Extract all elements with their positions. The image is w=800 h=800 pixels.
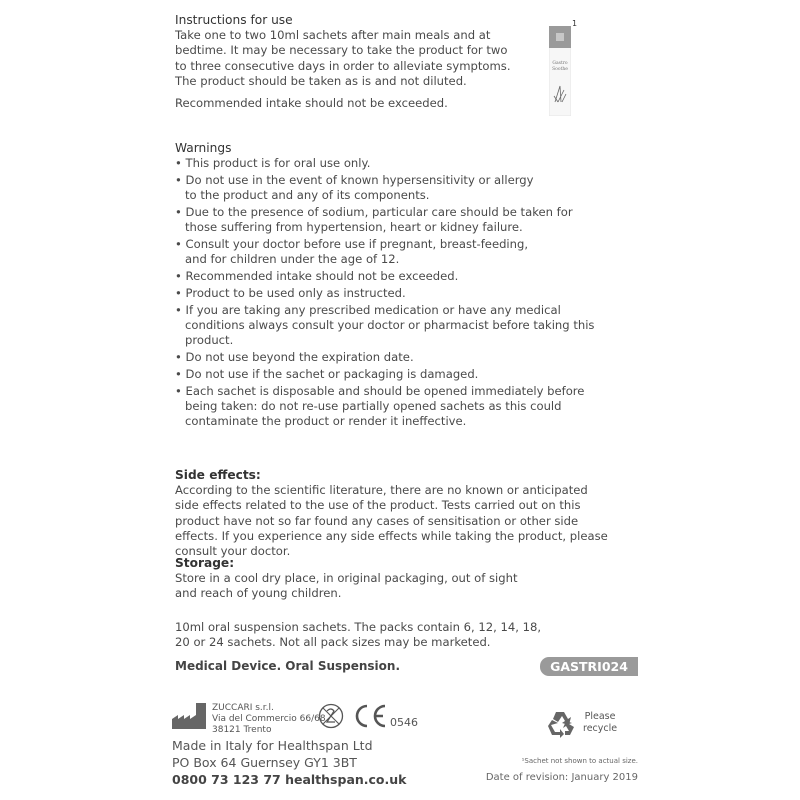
revision-date: Date of revision: January 2019 xyxy=(485,772,638,783)
distributor-line2: PO Box 64 Guernsey GY1 3BT xyxy=(172,754,357,770)
instructions-body: Take one to two 10ml sachets after main meals and at bedtime. It may be necessary to take the product for two to three consecutive days in order to alleviate symptoms. The product should be taken as is and not diluted. xyxy=(175,28,511,88)
manufacturer-address xyxy=(212,703,326,736)
distributor-line1: Made in Italy for Healthspan Ltd xyxy=(172,738,373,753)
device-label: Medical Device. Oral Suspension. xyxy=(175,659,401,673)
storage-heading: Storage: xyxy=(175,556,235,570)
recycle-line2: recycle xyxy=(583,723,618,734)
warning-item: • Product to be used only as instructed. xyxy=(175,286,615,301)
instructions-note: Recommended intake should not be exceeded. xyxy=(175,96,448,111)
recycle-icon xyxy=(546,710,576,741)
manufacturer-city: 38121 Trento xyxy=(212,725,272,735)
instructions-section xyxy=(175,12,520,111)
product-code-badge: GASTRI024 xyxy=(540,657,638,676)
manufacturer-street: Via del Commercio 66/68 xyxy=(212,714,326,724)
side-effects-body: According to the scientific literature, there are no known or anticipated side effects related to the use of the product. Tests carried out on this product have not so far found any cases of sensitisation or other side effects. If you experience any side effects while taking the product, please consult your doctor. xyxy=(175,483,608,559)
ce-mark-icon xyxy=(352,703,388,732)
contact-line: 0800 73 123 77 healthspan.co.uk xyxy=(172,772,407,787)
do-not-reuse-icon xyxy=(318,703,344,732)
side-effects-section xyxy=(175,467,615,559)
recycle-text xyxy=(583,711,617,735)
instructions-heading: Instructions for use xyxy=(175,13,293,27)
warning-item: • Recommended intake should not be exceeded. xyxy=(175,269,615,284)
sachet-size-note: ¹Sachet not shown to actual size. xyxy=(521,757,638,765)
svg-text:Gastro: Gastro xyxy=(552,61,568,66)
warnings-list xyxy=(175,156,615,430)
svg-text:Soothe: Soothe xyxy=(552,67,568,72)
sachet-image xyxy=(549,26,571,116)
manufacturer-name: ZUCCARI s.r.l. xyxy=(212,703,274,713)
warning-item: • Do not use in the event of known hypersensitivity or allergy to the product and any of its components. xyxy=(175,173,545,204)
storage-section xyxy=(175,555,525,602)
manufacturer-icon xyxy=(172,703,206,732)
warning-item: • Do not use if the sachet or packaging is damaged. xyxy=(175,367,615,382)
warnings-section xyxy=(175,140,615,431)
warning-item: • Do not use beyond the expiration date. xyxy=(175,350,615,365)
distributor-address xyxy=(172,738,406,789)
warnings-heading: Warnings xyxy=(175,141,232,155)
storage-body: Store in a cool dry place, in original packaging, out of sight and reach of young children. xyxy=(175,571,518,601)
warning-item: • Due to the presence of sodium, particular care should be taken for those suffering from hypertension, heart or kidney failure. xyxy=(175,205,585,236)
recycle-line1: Please xyxy=(584,711,616,722)
warning-item: • Each sachet is disposable and should be opened immediately before being taken: do not re-use partially opened sachets as this could contaminate the product or render it ineffective. xyxy=(175,384,615,430)
warning-item: • This product is for oral use only. xyxy=(175,156,615,171)
ce-number: 0546 xyxy=(390,716,418,729)
sachet-footnote-mark: 1 xyxy=(572,19,578,28)
warning-item: • If you are taking any prescribed medication or have any medical conditions always consult your doctor or pharmacist before taking this product. xyxy=(175,303,600,349)
packs-text: 10ml oral suspension sachets. The packs contain 6, 12, 14, 18, 20 or 24 sachets. Not all pack sizes may be marketed. xyxy=(175,620,542,650)
warning-item: • Consult your doctor before use if pregnant, breast-feeding, and for children under the age of 12. xyxy=(175,237,550,268)
side-effects-heading: Side effects: xyxy=(175,468,261,482)
